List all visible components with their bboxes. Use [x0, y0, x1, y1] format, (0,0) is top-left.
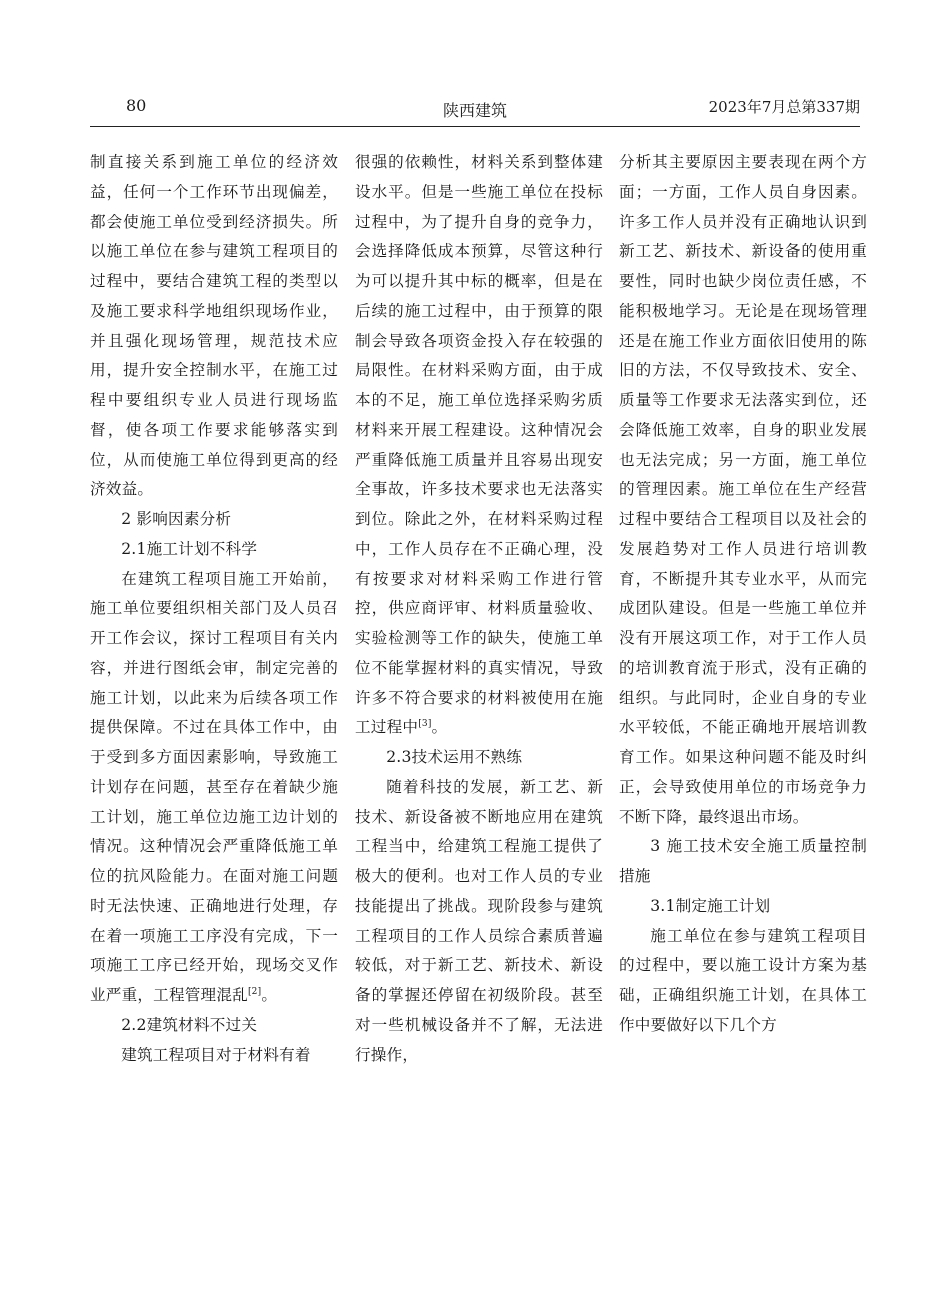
page-header [90, 96, 860, 126]
section-heading-3: 3 施工技术安全施工质量控制措施 [619, 837, 867, 885]
paragraph [355, 148, 603, 743]
text-column-2 [355, 148, 603, 1070]
subsection-heading-2-3: 2.3技术运用不熟练 [386, 748, 523, 766]
paragraph-text: 很强的依赖性，材料关系到整体建设水平。但是一些施工单位在投标过程中，为了提升自身的竞争力，会选择降低成本预算，尽管这种行为可以提升其中标的概率，但是在后续的施工过程中，由于预算的限制会导致各项资金投入存在较强的局限性。在材料采购方面，由于成本的不足，施工单位选择采购劣质材料来开展工程建设。这种情况会严重降低施工质量并且容易出现安全事故，许多技术要求也无法落实到位。除此之外，在材料采购过程中，工作人员存在不正确心理，没有按要求对材料采购工作进行管控，供应商评审、材料质量验收、实验检测等工作的缺失，使施工单位不能掌握材料的真实情况，导致许多不符合要求的材料被使用在施工过程中 [355, 153, 603, 737]
subsection-heading-2-1: 2.1施工计划不科学 [121, 539, 258, 558]
paragraph-end: 。 [261, 986, 278, 1004]
paragraph: 制直接关系到施工单位的经济效益，任何一个工作环节出现偏差，都会使施工单位受到经济损失。所以施工单位在参与建筑工程项目的过程中，要结合建筑工程的类型以及施工要求科学地组织现场作业，并且强化现场管理，规范技术应用，提升安全控制水平，在施工过程中要组织专业人员进行现场监督，使各项工作要求能够落实到位，从而使施工单位得到更高的经济效益。 [90, 153, 338, 499]
citation-ref: [2] [247, 987, 262, 997]
paragraph: 建筑工程项目对于材料有着 [121, 1045, 311, 1064]
header-rule [90, 126, 860, 127]
issue-info: 2023年7月总第337期 [708, 98, 860, 116]
page-number: 80 [126, 96, 147, 115]
journal-title: 陕西建筑 [442, 101, 507, 120]
text-column-3 [619, 148, 867, 1041]
paragraph: 随着科技的发展，新工艺、新技术、新设备被不断地应用在建筑工程当中，给建筑工程施工提供了极大的便利。也对工作人员的专业技能提出了挑战。现阶段参与建筑工程项目的工作人员综合素质普遍较低，对于新工艺、新技术、新设备的掌握还停留在初级阶段。甚至对一些机械设备并不了解，无法进行操作， [355, 777, 603, 1064]
subsection-heading-2-2: 2.2建筑材料不过关 [121, 1015, 258, 1034]
paragraph-text: 在建筑工程项目施工开始前，施工单位要组织相关部门及人员召开工作会议，探讨工程项目有关内容，并进行图纸会审，制定完善的施工计划，以此来为后续各项工作提供保障。不过在具体工作中，由于受到多方面因素影响，导致施工计划存在问题，甚至存在着缺少施工计划，施工单位边施工边计划的情况。这种情况会严重降低施工单位的抗风险能力。在面对施工问题时无法快速、正确地进行处理，存在着一项施工工序没有完成，下一项施工工序已经开始，现场交叉作业严重，工程管理混乱 [90, 569, 338, 1004]
paragraph: 施工单位在参与建筑工程项目的过程中，要以施工设计方案为基础，正确组织施工计划，在具体工作中要做好以下几个方 [619, 926, 867, 1034]
paragraph [90, 565, 338, 1011]
citation-ref: [3] [418, 719, 432, 730]
paragraph-end: 。 [431, 718, 448, 737]
text-column-1 [90, 148, 338, 1070]
subsection-heading-3-1: 3.1制定施工计划 [650, 896, 771, 915]
section-heading-2: 2 影响因素分析 [121, 510, 232, 528]
paragraph: 分析其主要原因主要表现在两个方面；一方面，工作人员自身因素。许多工作人员并没有正确地认识到新工艺、新技术、新设备的使用重要性，同时也缺少岗位责任感，不能积极地学习。无论是在现场管理还是在施工作业方面依旧使用的陈旧的方法，不仅导致技术、安全、质量等工作要求无法落实到位，还会降低施工效率，自身的职业发展也无法完成；另一方面，施工单位的管理因素。施工单位在生产经营过程中要结合工程项目以及社会的发展趋势对工作人员进行培训教育，不断提升其专业水平，从而完成团队建设。但是一些施工单位并没有开展这项工作，对于工作人员的培训教育流于形式，没有正确的组织。与此同时，企业自身的专业水平较低，不能正确地开展培训教育工作。如果这种问题不能及时纠正，会导致使用单位的市场竞争力不断下降，最终退出市场。 [619, 153, 867, 826]
